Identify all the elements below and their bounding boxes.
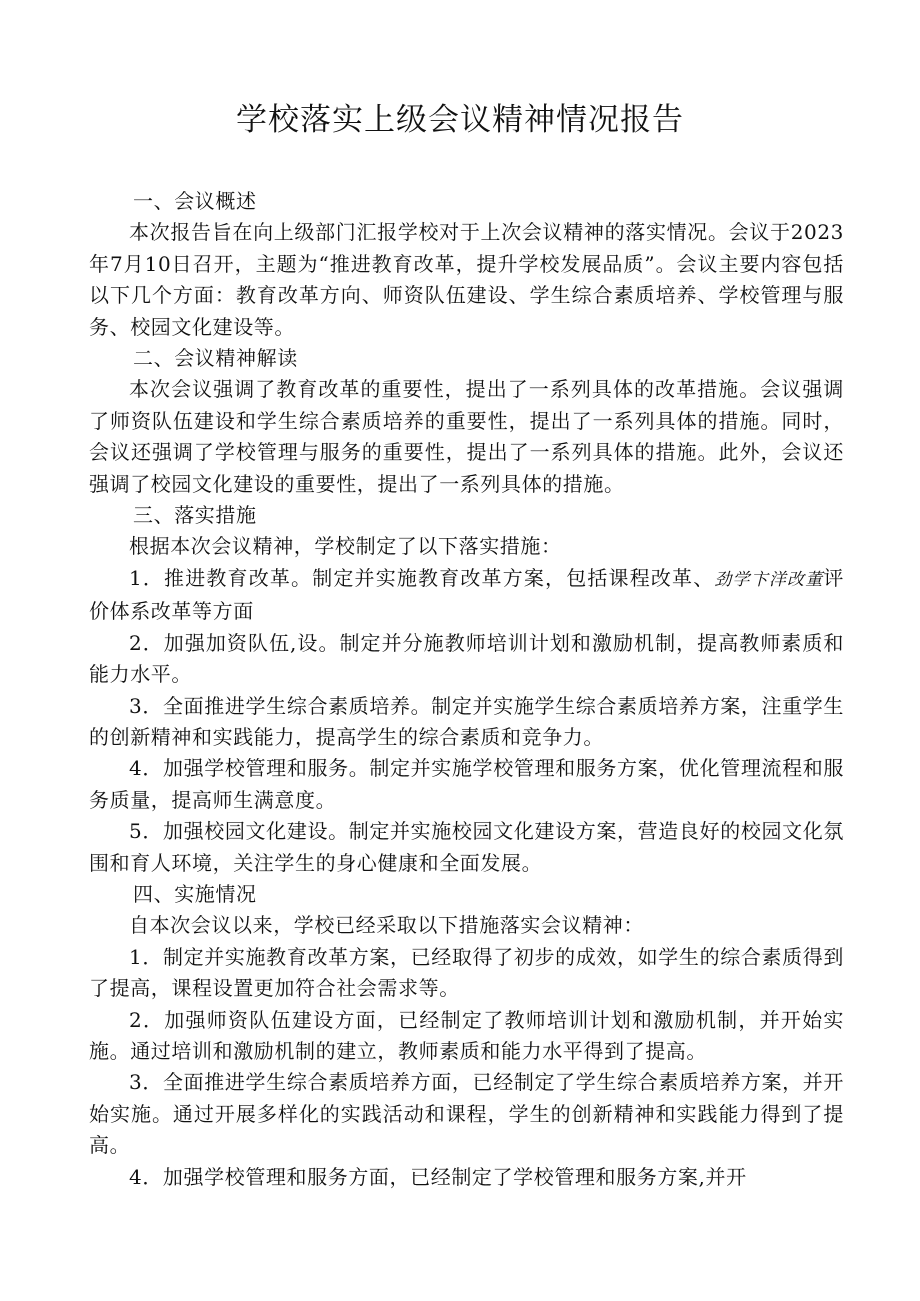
list-item-measure-5: 5．加强校园文化建设。制定并实施校园文化建设方案，营造良好的校园文化氛围和育人环境，关注学生的身心健康和全面发展。 [89, 819, 844, 875]
measure-1-text-end: 评价体系改革等方面 [89, 565, 844, 624]
list-item-measure-1 [89, 563, 844, 628]
list-item-implementation-2: 2．加强师资队伍建设方面，已经制定了教师培训计划和激励机制，并开始实施。通过培训和激励机制的建立，教师素质和能力水平得到了提高。 [89, 1007, 844, 1063]
section-heading-interpretation: 二、会议精神解读 [133, 346, 298, 371]
measure-1-text-start: 1．推进教育改革。制定并实施教育改革方案，包括课程改革、 [129, 565, 715, 590]
list-item-implementation-3: 3．全面推进学生综合素质培养方面，已经制定了学生综合素质培养方案，并开始实施。通过开展多样化的实践活动和课程，学生的创新精神和实践能力得到了提高。 [89, 1070, 844, 1158]
paragraph-measures-intro: 根据本次会议精神，学校制定了以下落实措施： [129, 534, 562, 559]
list-item-measure-2: 2．加强加资队伍,设。制定并分施教师培训计划和激励机制，提高教师素质和能力水平。 [89, 630, 844, 687]
page-title: 学校落实上级会议精神情况报告 [236, 102, 684, 138]
paragraph-implementation-intro: 自本次会议以来，学校已经采取以下措施落实会议精神： [129, 913, 644, 938]
list-item-measure-3: 3．全面推进学生综合素质培养。制定并实施学生综合素质培养方案，注重学生的创新精神和实践能力，提高学生的综合素质和竞争力。 [89, 693, 844, 749]
section-heading-overview: 一、会议概述 [133, 189, 257, 213]
list-item-measure-4: 4．加强学校管理和服务。制定并实施学校管理和服务方案，优化管理流程和服务质量，提高师生满意度。 [89, 756, 844, 812]
document-body [89, 186, 844, 1193]
list-item-implementation-1: 1．制定并实施教育改革方案，已经取得了初步的成效，如学生的综合素质得到了提高，课程设置更加符合社会需求等。 [89, 944, 844, 1001]
section-heading-measures: 三、落实措施 [133, 503, 257, 528]
handwritten-insertion: 劲学卞洋改董 [714, 569, 824, 590]
paragraph-interpretation: 本次会议强调了教育改革的重要性，提出了一系列具体的改革措施。会议强调了师资队伍建设和学生综合素质培养的重要性，提出了一系列具体的措施。同时，会议还强调了学校管理与服务的重要性，提出了一系列具体的措施。此外，会议还强调了校园文化建设的重要性，提出了一系列具体的措施。 [89, 377, 844, 496]
section-heading-implementation: 四、实施情况 [133, 881, 257, 906]
paragraph-overview: 本次报告旨在向上级部门汇报学校对于上次会议精神的落实情况。会议于2023年7月10日召开，主题为“推进教育改革，提升学校发展品质”。会议主要内容包括以下几个方面：教育改革方向、师资队伍建设、学生综合素质培养、学校管理与服务、校园文化建设等。 [89, 220, 844, 339]
list-item-implementation-4: 4．加强学校管理和服务方面，已经制定了学校管理和服务方案,并开 [129, 1164, 747, 1189]
